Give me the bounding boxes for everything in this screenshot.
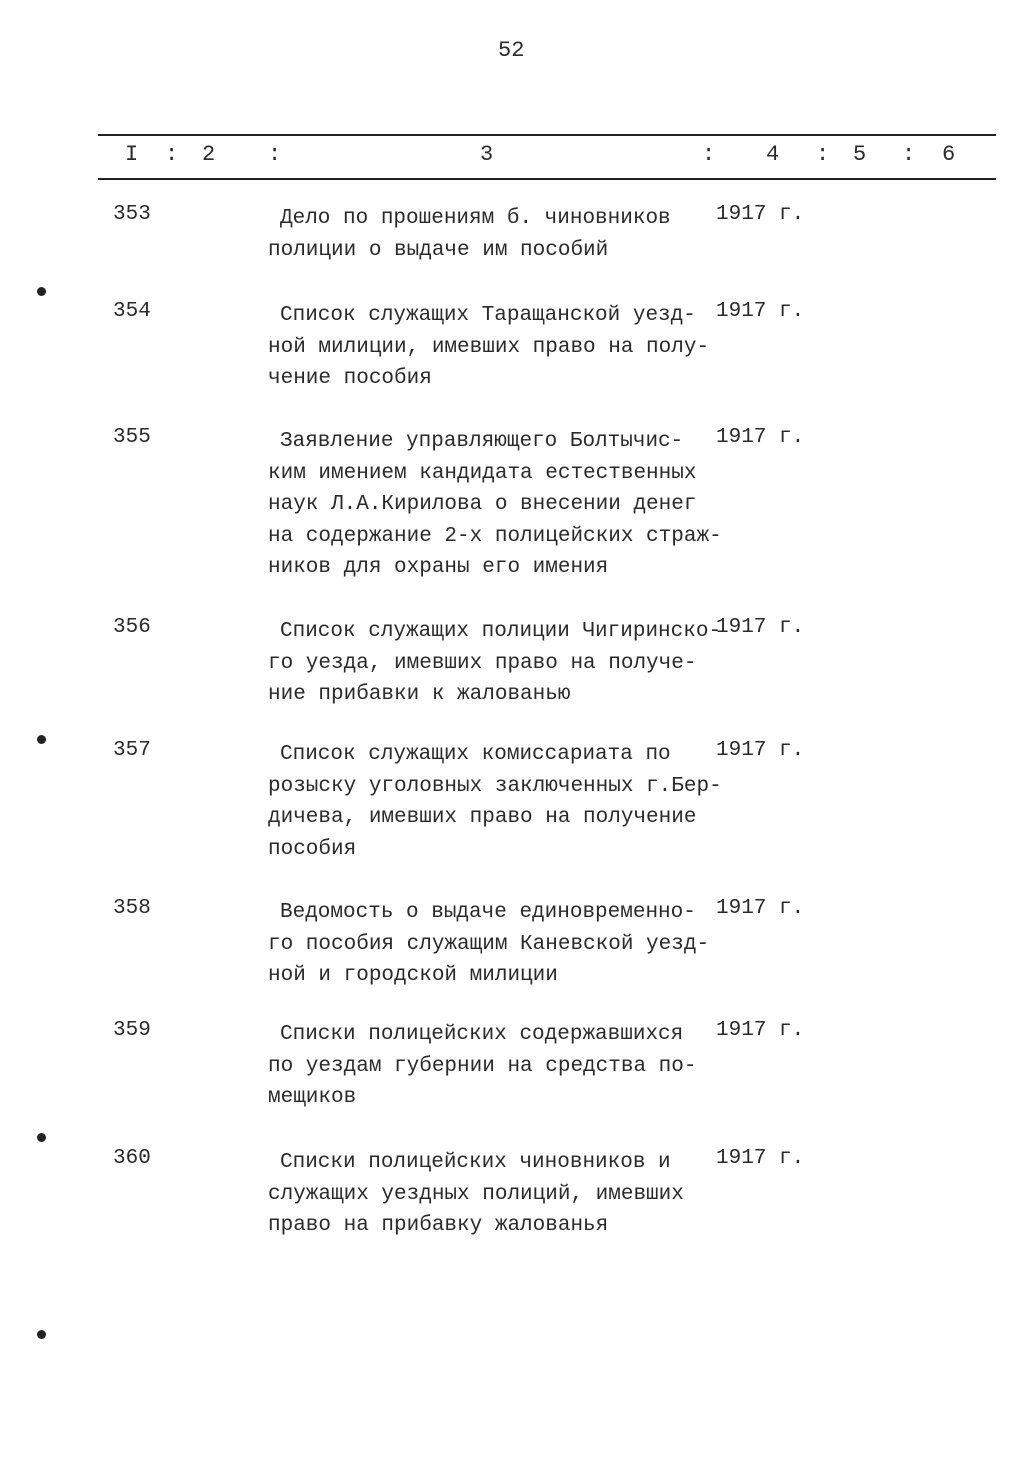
entry-title-line: Дело по прошениям б. чиновников	[280, 207, 671, 230]
entry-title-line: полиции о выдаче им пособий	[268, 238, 609, 262]
entry-title-line: по уездам губернии на средства по-	[268, 1054, 697, 1078]
entry-title	[268, 897, 709, 992]
punch-hole-mark	[37, 735, 46, 744]
entry-title	[268, 1147, 684, 1242]
punch-hole-mark	[37, 287, 46, 296]
entry-title-line: Списки полицейских содержавшихся	[280, 1023, 684, 1046]
entry-number: 355	[113, 426, 151, 449]
entry-title	[268, 300, 709, 395]
entry-title-line: дичева, имевших право на получение	[268, 806, 697, 829]
entry-title-line: право на прибавку жалованья	[268, 1214, 609, 1237]
entry-title	[268, 203, 671, 266]
col-sep: :	[816, 142, 830, 167]
entry-title	[268, 1019, 696, 1114]
entry-title-line: го уезда, имевших право на получе-	[268, 651, 697, 675]
entry-title-line: ким имением кандидата естественных	[268, 461, 697, 485]
header-bottom-rule	[98, 178, 996, 180]
col-header-1: I	[125, 142, 139, 167]
entry-number: 359	[113, 1019, 151, 1042]
entry-title-line: ной и городской милиции	[268, 964, 558, 987]
entry-number: 357	[113, 739, 151, 762]
col-sep: :	[165, 142, 179, 167]
entry-date: 1917 г.	[716, 426, 805, 449]
entry-title-line: Список служащих полиции Чигиринско-	[280, 620, 722, 643]
entry-title-line: Ведомость о выдаче единовременно-	[280, 901, 696, 924]
entry-title-line: ние прибавки к жалованью	[268, 683, 571, 706]
col-header-5: 5	[853, 142, 867, 167]
entry-title-line: Заявление управляющего Болтычис-	[280, 430, 684, 453]
entry-date: 1917 г.	[716, 616, 805, 639]
entry-title-line: Список служащих Таращанской уезд-	[280, 304, 696, 327]
entry-number: 354	[113, 300, 151, 323]
col-header-6: 6	[942, 142, 956, 167]
entry-title-line: Списки полицейских чиновников и	[280, 1151, 671, 1174]
entry-title-line: чение пособия	[268, 367, 432, 390]
entry-title-line: розыску уголовных заключенных г.Бер-	[268, 774, 722, 798]
entry-date: 1917 г.	[716, 300, 805, 323]
entry-title-line: ной милиции, имевших право на полу-	[268, 335, 710, 359]
header-top-rule	[98, 134, 996, 136]
entry-title	[268, 616, 721, 711]
entry-number: 360	[113, 1147, 151, 1170]
entry-date: 1917 г.	[716, 1019, 805, 1042]
col-header-4: 4	[766, 142, 780, 167]
entry-title-line: Список служащих комиссариата по	[280, 743, 671, 766]
punch-hole-mark	[37, 1133, 46, 1142]
entry-number: 353	[113, 203, 151, 226]
entry-date: 1917 г.	[716, 1147, 805, 1170]
entry-date: 1917 г.	[716, 203, 805, 226]
entry-title-line: наук Л.А.Кирилова о внесении денег	[268, 493, 697, 516]
entry-title	[268, 739, 722, 865]
entry-title	[268, 426, 722, 584]
entry-date: 1917 г.	[716, 739, 805, 762]
col-sep: :	[702, 142, 716, 167]
entry-title-line: го пособия служащим Каневской уезд-	[268, 932, 710, 956]
page-number: 52	[498, 38, 525, 63]
col-sep: :	[268, 142, 282, 167]
col-header-2: 2	[202, 142, 216, 167]
entry-number: 358	[113, 897, 151, 920]
entry-date: 1917 г.	[716, 897, 805, 920]
col-header-3: 3	[480, 142, 494, 167]
entry-title-line: служащих уездных полиций, имевших	[268, 1182, 684, 1206]
entry-title-line: пособия	[268, 837, 357, 861]
entry-title-line: ников для охраны его имения	[268, 556, 609, 579]
entry-number: 356	[113, 616, 151, 639]
punch-hole-mark	[37, 1330, 46, 1339]
entry-title-line: мещиков	[268, 1086, 357, 1109]
col-sep: :	[902, 142, 916, 167]
entry-title-line: на содержание 2-х полицейских страж-	[268, 524, 722, 548]
